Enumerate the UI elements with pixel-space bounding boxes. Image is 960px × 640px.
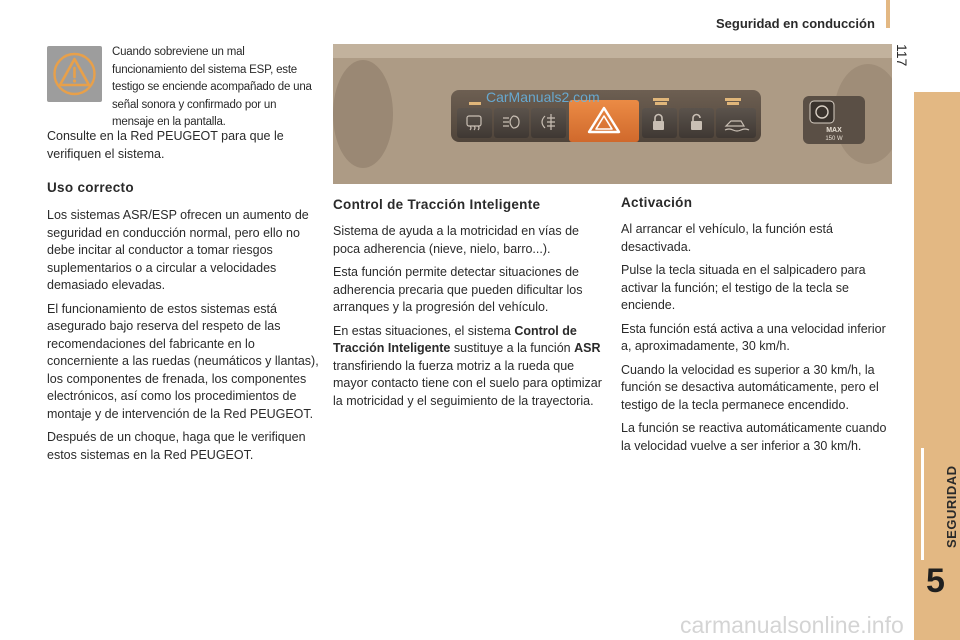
paragraph: Pulse la tecla situada en el salpicadero para activar la función; el testigo de la tecla se enciende. (621, 263, 866, 312)
header-accent-bar (886, 0, 890, 28)
paragraph: La función se reactiva automáticamente cuando la velocidad vuelve a ser inferior a 30 km/h. (621, 421, 887, 453)
text-run: transfiriendo la fuerza motriz a la rueda que mayor contacto tiene con el suelo para optimizar la motricidad y el seguimiento de la trayectoria. (333, 358, 602, 408)
paragraph: Después de un choque, haga que le verifiquen estos sistemas en la Red PEUGEOT. (47, 430, 306, 462)
hazard-button (569, 100, 639, 142)
page-number: 117 (894, 44, 910, 67)
warning-note: Cuando sobreviene un mal funcionamiento del sistema ESP, este testigo se enciende acompañado de una señal sonora y confirmado por un mensaje en la pantalla. (112, 46, 312, 128)
section-heading-uso-correcto: Uso correcto (47, 180, 134, 195)
paragraph: Sistema de ayuda a la motricidad en vías de poca adherencia (nieve, nielo, barro...). (333, 224, 579, 256)
front-fog-button (531, 108, 566, 138)
chapter-number: 5 (926, 562, 945, 600)
section-heading-activacion: Activación (621, 195, 693, 210)
side-tab-divider (921, 448, 924, 560)
warning-lamp-box (47, 46, 102, 102)
column-3 (621, 195, 891, 455)
paragraph: Esta función permite detectar situaciones de adherencia precaria que pueden dificultar los arranques y la progresión del vehículo. (333, 265, 583, 314)
dashboard-switch-photo (333, 44, 892, 184)
paragraph: Esta función está activa a una velocidad inferior a, aproximadamente, 30 km/h. (621, 321, 886, 353)
paragraph-traction-ASR (333, 323, 605, 411)
paragraph: El funcionamiento de estos sistemas está asegurado bajo reserva del respeto de las recomendaciones del fabricante en lo concerniente a las ruedas (neumáticos y llantas), los componentes de frenada, los componentes electrónicos, así como los procedimientos de montaje y de intervención de la Red PEUGEOT. (47, 301, 319, 421)
text-run: En estas situaciones, el sistema (333, 323, 515, 338)
chapter-label: SEGURIDAD (944, 465, 959, 548)
socket-watt-label: 150 W (825, 136, 843, 142)
switch-panel-illustration (333, 44, 892, 184)
column-1 (47, 128, 319, 163)
paragraph: Cuando la velocidad es superior a 30 km/h, la función se desactiva automáticamente, pero el testigo de la tecla permanece encendido. (621, 362, 879, 412)
bold-term-control-traccion: Control de Tracción Inteligente (333, 323, 577, 355)
paragraph: Al arrancar el vehículo, la función está desactivada. (621, 222, 833, 254)
bold-term-asr: ASR (574, 341, 601, 355)
section-heading-control-traccion: Control de Tracción Inteligente (333, 197, 541, 212)
watermark-top: CarManuals2.com (486, 89, 600, 105)
watermark-bottom: carmanualsonline.info (680, 612, 904, 638)
rear-defrost-button (457, 108, 492, 138)
warning-triangle-icon (47, 46, 102, 102)
column-1-section (47, 180, 319, 464)
running-header: Seguridad en conducción (716, 16, 875, 31)
socket-max-label: MAX (826, 127, 842, 134)
traction-control-button (716, 108, 756, 138)
rear-fog-button (494, 108, 529, 138)
intro-paragraph: Consulte en la Red PEUGEOT para que le verifiquen el sistema. (47, 129, 284, 161)
column-2 (333, 197, 605, 410)
text-run: sustituye a la función (450, 341, 575, 355)
paragraph: Los sistemas ASR/ESP ofrecen un aumento de seguridad en conducción normal, pero ello no debe incitar al conductor a tomar riesgos suplementarios o a circular a velocidades demasiado elevadas. (47, 208, 309, 292)
